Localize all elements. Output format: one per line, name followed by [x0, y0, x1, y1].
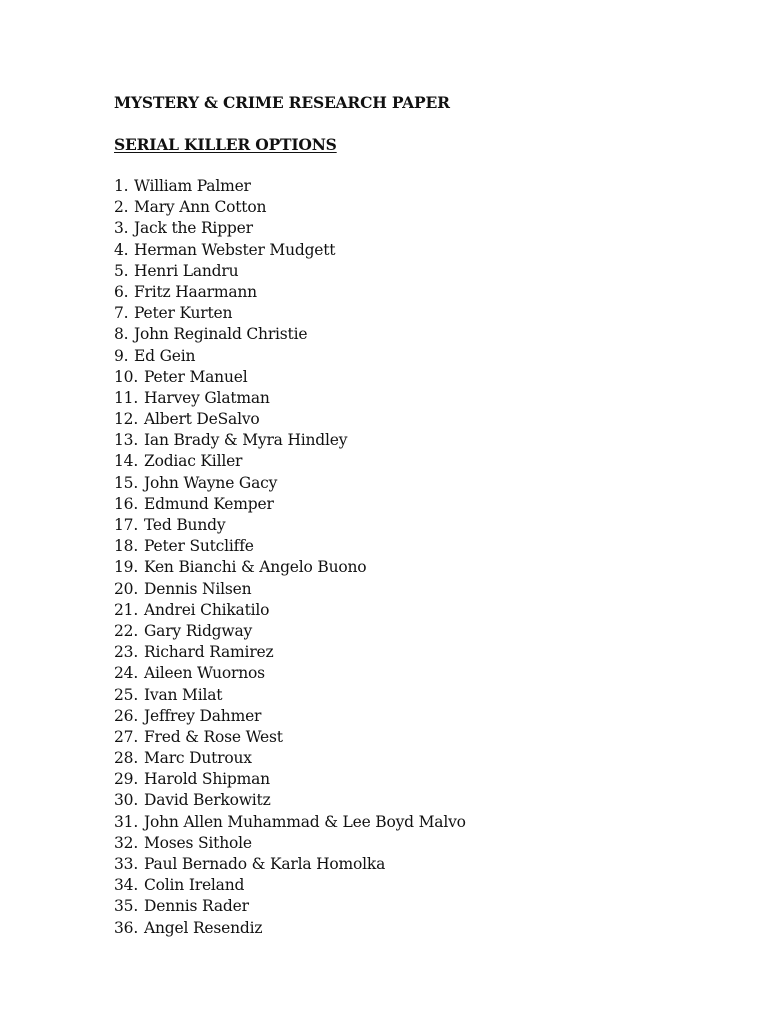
item-number: 16.: [114, 494, 139, 513]
item-name: Peter Kurten: [134, 304, 233, 323]
item-name: Mary Ann Cotton: [134, 198, 267, 217]
document-title: MYSTERY & CRIME RESEARCH PAPER: [114, 93, 450, 112]
item-name: Peter Sutcliffe: [144, 537, 254, 556]
item-number: 13.: [114, 431, 139, 450]
item-number: 29.: [114, 770, 139, 789]
list-item: [114, 451, 714, 472]
item-name: Ed Gein: [134, 346, 196, 365]
item-number: 7.: [114, 304, 129, 323]
item-number: 5.: [114, 261, 129, 280]
list-item: [114, 896, 714, 917]
item-number: 26.: [114, 706, 139, 725]
item-number: 10.: [114, 367, 139, 386]
list-item: [114, 790, 714, 811]
item-name: Dennis Nilsen: [144, 579, 252, 598]
item-name: Ivan Milat: [144, 685, 223, 704]
item-name: John Allen Muhammad & Lee Boyd Malvo: [144, 812, 466, 831]
item-number: 20.: [114, 579, 139, 598]
section-heading: SERIAL KILLER OPTIONS: [114, 135, 337, 154]
list-item: [114, 642, 714, 663]
item-number: 17.: [114, 516, 139, 534]
item-name: John Reginald Christie: [134, 325, 308, 344]
item-number: 34.: [114, 876, 139, 895]
item-number: 19.: [114, 558, 139, 577]
list-item: [114, 494, 714, 515]
item-name: Dennis Rader: [144, 897, 249, 916]
item-number: 25.: [114, 685, 139, 704]
list-item: [114, 706, 714, 727]
item-name: Peter Manuel: [144, 367, 248, 386]
list-item: [114, 197, 714, 218]
list-item: [114, 409, 714, 430]
item-name: Ted Bundy: [144, 516, 226, 534]
item-name: Gary Ridgway: [144, 621, 253, 640]
item-number: 28.: [114, 749, 139, 768]
item-number: 30.: [114, 791, 139, 810]
item-name: Colin Ireland: [144, 876, 245, 895]
item-name: Andrei Chikatilo: [144, 600, 270, 619]
item-name: David Berkowitz: [144, 791, 271, 810]
list-item: [114, 388, 714, 409]
list-item: [114, 769, 714, 790]
list-item: [114, 854, 714, 875]
list-item: [114, 748, 714, 769]
item-name: Fritz Haarmann: [134, 282, 257, 301]
list-item: [114, 303, 714, 324]
item-name: Herman Webster Mudgett: [134, 240, 336, 259]
item-name: Ian Brady & Myra Hindley: [144, 431, 348, 450]
item-number: 8.: [114, 325, 129, 344]
item-name: Zodiac Killer: [144, 452, 243, 471]
item-name: Aileen Wuornos: [144, 664, 265, 683]
item-name: Harvey Glatman: [144, 388, 270, 407]
list-item: [114, 240, 714, 261]
item-number: 2.: [114, 198, 129, 217]
item-number: 22.: [114, 621, 139, 640]
list-item: [114, 536, 714, 557]
item-name: John Wayne Gacy: [144, 473, 278, 492]
item-number: 21.: [114, 600, 139, 619]
item-number: 1.: [114, 177, 129, 195]
item-name: Moses Sithole: [144, 833, 252, 852]
item-number: 9.: [114, 346, 129, 365]
document-page: [114, 92, 714, 939]
list-item: [114, 875, 714, 896]
item-name: Marc Dutroux: [144, 749, 252, 768]
list-item: [114, 346, 714, 367]
item-name: Fred & Rose West: [144, 727, 283, 746]
item-number: 32.: [114, 833, 139, 852]
item-name: Jeffrey Dahmer: [144, 706, 262, 725]
list-item: [114, 515, 714, 536]
list-item: [114, 367, 714, 388]
item-name: Albert DeSalvo: [144, 410, 260, 429]
item-name: Harold Shipman: [144, 770, 270, 789]
item-number: 14.: [114, 452, 139, 471]
item-name: Paul Bernado & Karla Homolka: [144, 855, 386, 873]
item-name: Ken Bianchi & Angelo Buono: [144, 558, 367, 577]
list-item: [114, 685, 714, 706]
list-item: [114, 663, 714, 684]
item-name: Angel Resendiz: [144, 918, 263, 937]
item-name: Jack the Ripper: [134, 219, 253, 238]
serial-killer-list: [114, 176, 714, 939]
item-number: 31.: [114, 812, 139, 831]
item-number: 35.: [114, 897, 139, 916]
list-item: [114, 430, 714, 451]
item-number: 3.: [114, 219, 129, 238]
list-item: [114, 621, 714, 642]
list-item: [114, 833, 714, 854]
list-item: [114, 600, 714, 621]
item-number: 23.: [114, 643, 139, 662]
item-number: 36.: [114, 918, 139, 937]
item-number: 6.: [114, 282, 129, 301]
item-number: 15.: [114, 473, 139, 492]
item-name: William Palmer: [134, 177, 251, 195]
list-item: [114, 218, 714, 239]
list-item: [114, 918, 714, 939]
list-item: [114, 727, 714, 748]
item-name: Richard Ramirez: [144, 643, 274, 662]
item-number: 12.: [114, 410, 139, 429]
item-number: 24.: [114, 664, 139, 683]
item-name: Edmund Kemper: [144, 494, 274, 513]
list-item: [114, 176, 714, 197]
item-number: 33.: [114, 855, 139, 873]
item-number: 27.: [114, 727, 139, 746]
list-item: [114, 812, 714, 833]
list-item: [114, 261, 714, 282]
item-number: 18.: [114, 537, 139, 556]
list-item: [114, 324, 714, 345]
item-number: 11.: [114, 388, 139, 407]
item-name: Henri Landru: [134, 261, 239, 280]
list-item: [114, 579, 714, 600]
item-number: 4.: [114, 240, 129, 259]
list-item: [114, 473, 714, 494]
list-item: [114, 282, 714, 303]
list-item: [114, 557, 714, 578]
